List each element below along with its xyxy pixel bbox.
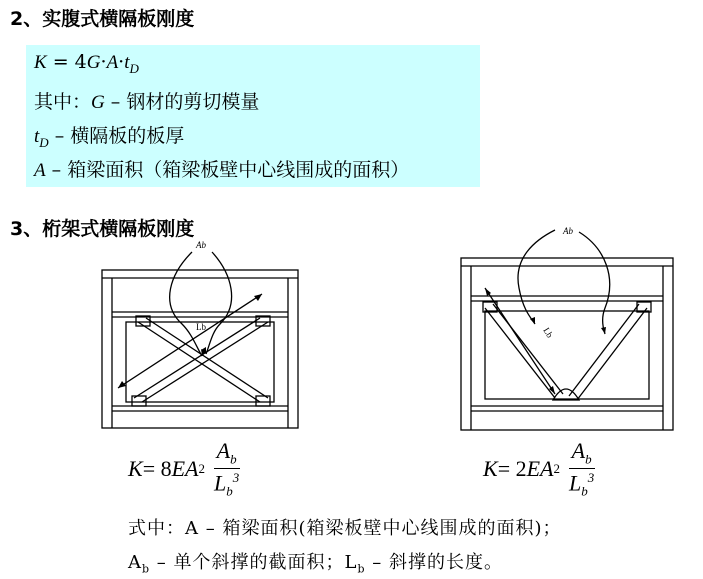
fraction <box>566 438 597 500</box>
g-symbol: G <box>91 92 105 113</box>
definition-td-text: – 横隔板的板厚 <box>48 125 185 147</box>
note-line-1: 式中：A – 箱梁面积(箱梁板壁中心线围成的面积)； <box>128 518 562 539</box>
definition-prefix: 其中： <box>34 91 92 113</box>
note-line-2: $A_b$ – 单个斜撑的截面积；$L_b$ – 斜撑的长度。 <box>128 552 503 576</box>
td-symbol: $t_D$ <box>34 126 49 150</box>
definition-a <box>34 155 409 182</box>
equals-factor: = 4 <box>46 51 87 73</box>
outer-frame <box>461 258 673 430</box>
g-symbol: G <box>86 52 101 73</box>
area-leader-left <box>170 252 202 356</box>
length-label: Lb <box>541 325 556 340</box>
fraction <box>211 438 242 500</box>
denominator: $L_b^3$ <box>214 470 240 500</box>
area-leader-right <box>579 232 610 334</box>
ea-exponent: 2 <box>198 461 205 477</box>
ea-exponent: 2 <box>553 461 560 477</box>
t-symbol: $t_D$ <box>124 52 139 76</box>
equals-factor: = 8 <box>142 456 172 482</box>
definition-g-text: – 钢材的剪切模量 <box>104 91 260 113</box>
section-3-heading: 3、桁架式横隔板刚度 <box>10 218 195 240</box>
k-symbol: K <box>483 456 498 482</box>
brace-2-edge-b <box>142 322 268 402</box>
brace-left-edge-b <box>493 304 563 394</box>
dot-2: · <box>118 51 125 73</box>
a-symbol: A <box>106 52 119 73</box>
definition-g <box>34 87 259 114</box>
v-brace-stiffness-equation <box>483 438 597 500</box>
section-2-heading: 2、实腹式横隔板刚度 <box>10 8 195 30</box>
x-brace-diaphragm-diagram <box>100 234 302 434</box>
definition-a-text: – 箱梁面积（箱梁板壁中心线围成的面积） <box>45 159 410 181</box>
numerator: $A_b$ <box>569 438 595 469</box>
solid-web-formula-box <box>26 45 480 187</box>
length-dimension-line <box>485 288 555 394</box>
area-label: Ab <box>196 240 206 250</box>
brace-right-edge-a <box>569 304 639 396</box>
area-leader-left <box>518 230 555 324</box>
k-symbol: K <box>128 456 143 482</box>
definition-td <box>34 121 184 151</box>
x-brace-stiffness-equation <box>128 438 242 500</box>
area-label: Ab <box>563 226 573 236</box>
brace-right-edge-b <box>577 308 647 400</box>
ea-symbol: EA <box>526 456 554 482</box>
td-subscript: D <box>39 134 49 150</box>
equals-factor: = 2 <box>497 456 527 482</box>
dot-1: · <box>100 51 107 73</box>
a-symbol: A <box>34 160 46 181</box>
ea-symbol: EA <box>171 456 199 482</box>
t-subscript: D <box>129 60 139 76</box>
v-brace-diaphragm-diagram <box>455 218 680 434</box>
denominator: $L_b^3$ <box>569 470 595 500</box>
length-dimension-line <box>118 294 262 388</box>
length-label: Lb <box>196 322 206 332</box>
brace-1-edge-a <box>138 322 260 402</box>
k-symbol: K <box>34 52 47 73</box>
stiffness-formula <box>34 51 139 77</box>
brace-left-edge-a <box>485 308 555 398</box>
numerator: $A_b$ <box>214 438 240 469</box>
